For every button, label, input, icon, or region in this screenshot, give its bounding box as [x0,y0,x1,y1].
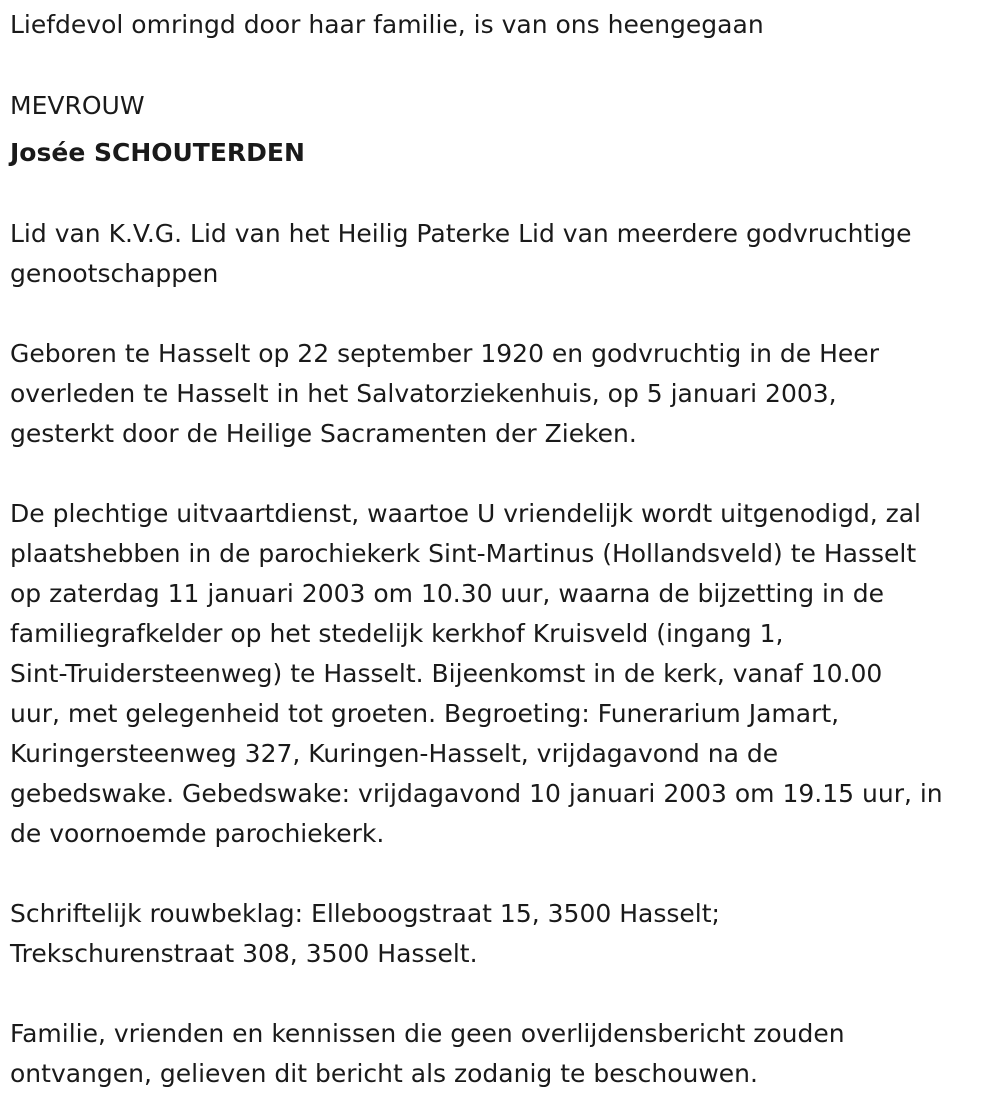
paragraph-line: gebedswake. Gebedswake: vrijdagavond 10 januari 2003 om 19.15 uur, in [10,779,943,808]
paragraph-line: Lid van K.V.G. Lid van het Heilig Paterke Lid van meerdere godvruchtige [10,219,912,248]
paragraph-line: genootschappen [10,259,219,288]
paragraph-line: De plechtige uitvaartdienst, waartoe U vriendelijk wordt uitgenodigd, zal [10,499,921,528]
deceased-name: Josée SCHOUTERDEN [10,138,305,167]
paragraph-line: Schriftelijk rouwbeklag: Elleboogstraat 15, 3500 Hasselt; [10,899,720,928]
paragraph-line: Sint-Truidersteenweg) te Hasselt. Bijeenkomst in de kerk, vanaf 10.00 [10,659,883,688]
intro-text: Liefdevol omringd door haar familie, is van ons heengegaan [10,10,764,39]
paragraph-line: de voornoemde parochiekerk. [10,819,385,848]
honorific-title: MEVROUW [10,91,145,120]
birth-death-paragraph [10,334,995,454]
paragraph-line: Kuringersteenweg 327, Kuringen-Hasselt, vrijdagavond na de [10,739,779,768]
paragraph-line: overleden te Hasselt in het Salvatorziekenhuis, op 5 januari 2003, [10,379,837,408]
paragraph-line: Trekschurenstraat 308, 3500 Hasselt. [10,939,478,968]
paragraph-line: familiegrafkelder op het stedelijk kerkhof Kruisveld (ingang 1, [10,619,784,648]
paragraph-line: op zaterdag 11 januari 2003 om 10.30 uur, waarna de bijzetting in de [10,579,885,608]
paragraph-line: ontvangen, gelieven dit bericht als zodanig te beschouwen. [10,1059,758,1088]
paragraph-line: uur, met gelegenheid tot groeten. Begroeting: Funerarium Jamart, [10,699,840,728]
funeral-paragraph [10,494,995,854]
paragraph-line: plaatshebben in de parochiekerk Sint-Martinus (Hollandsveld) te Hasselt [10,539,917,568]
closing-paragraph [10,1014,995,1094]
memberships-paragraph [10,214,995,294]
paragraph-line: Geboren te Hasselt op 22 september 1920 en godvruchtig in de Heer [10,339,879,368]
paragraph-line: Familie, vrienden en kennissen die geen overlijdensbericht zouden [10,1019,845,1048]
paragraph-line: gesterkt door de Heilige Sacramenten der Zieken. [10,419,637,448]
condolences-paragraph [10,894,995,974]
